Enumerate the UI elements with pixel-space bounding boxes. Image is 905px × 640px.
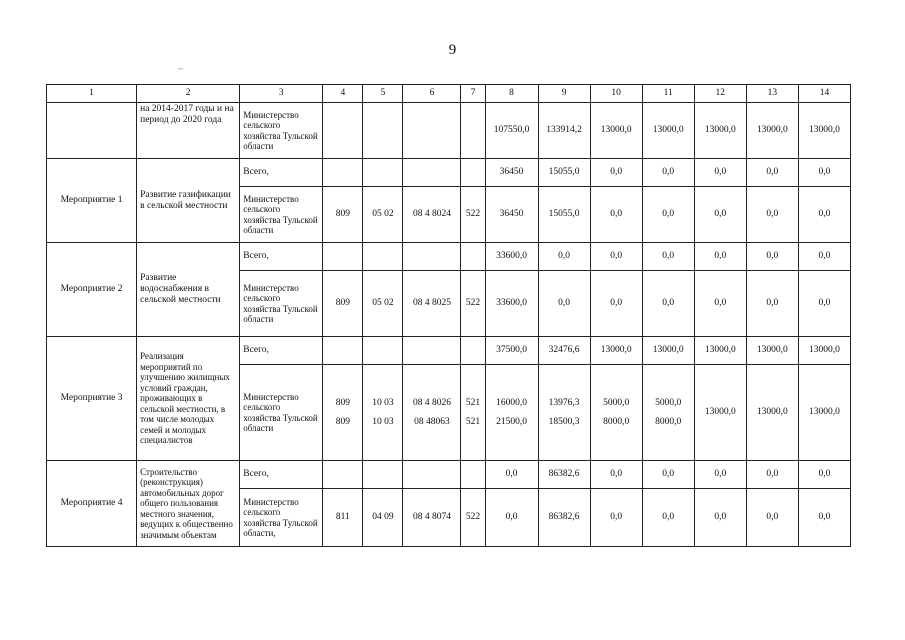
value-cell: 0,0: [746, 243, 798, 271]
value-cell: 13000,0: [798, 103, 850, 159]
value-cell: 0,0: [798, 159, 850, 187]
value-cell: 0,0: [694, 187, 746, 243]
header-cell: 7: [461, 85, 485, 103]
table-row-m3-total: [47, 337, 851, 365]
value-cell: 0,0: [694, 271, 746, 337]
value-cell: 0,0: [642, 461, 694, 489]
page-number: 9: [448, 42, 457, 58]
value-cell: 13000,0: [642, 103, 694, 159]
value-cell: 13000,0: [642, 337, 694, 365]
value-cell: 0,0: [485, 461, 538, 489]
table-cell-empty: [363, 337, 403, 365]
value-cell: [538, 365, 590, 461]
total-label: Всего,: [240, 159, 323, 187]
value-cell: 0,0: [746, 461, 798, 489]
table-cell-empty: [403, 337, 461, 365]
measure-name: Строительство (реконструкция) автомобильных дорог общего пользования местного значения, ведущих к общественно значимым объектам: [137, 461, 240, 547]
header-cell: 3: [240, 85, 323, 103]
value-cell: 0,0: [642, 187, 694, 243]
code-line: 08 48063: [414, 416, 450, 427]
table-row-m4-total: [47, 461, 851, 489]
header-cell: 9: [538, 85, 590, 103]
total-label: Всего,: [240, 243, 323, 271]
value-cell: 0,0: [538, 243, 590, 271]
table-cell-empty: [47, 103, 137, 159]
table-cell-empty: [461, 159, 485, 187]
value-cell: 0,0: [590, 159, 642, 187]
value-cell: [485, 365, 538, 461]
executor: Министерство сельского хозяйства Тульской области: [240, 271, 323, 337]
value-cell: 0,0: [590, 187, 642, 243]
value-cell: 0,0: [642, 271, 694, 337]
value-line: 16000,0: [496, 397, 527, 408]
value-cell: 13000,0: [746, 103, 798, 159]
table-cell-empty: [403, 103, 461, 159]
value-line: 18500,3: [548, 416, 580, 427]
value-cell: 0,0: [798, 489, 850, 547]
code-line: 10 03: [372, 397, 394, 408]
value-cell: 13000,0: [590, 103, 642, 159]
program-table: [46, 84, 851, 547]
table-cell-empty: [323, 461, 363, 489]
value-cell: 0,0: [642, 243, 694, 271]
value-line: 13976,3: [548, 397, 580, 408]
header-cell: 13: [746, 85, 798, 103]
value-cell: [590, 365, 642, 461]
pen-mark: ~: [178, 64, 183, 74]
code-cell: 05 02: [363, 271, 403, 337]
table-row-m2-total: [47, 243, 851, 271]
header-cell: 4: [323, 85, 363, 103]
value-cell: 0,0: [694, 159, 746, 187]
value-cell: 0,0: [642, 159, 694, 187]
value-cell: 13000,0: [746, 365, 798, 461]
value-cell: 0,0: [590, 489, 642, 547]
value-cell: 0,0: [694, 489, 746, 547]
header-cell: 8: [485, 85, 538, 103]
header-row: [47, 85, 851, 103]
executor: Министерство сельского хозяйства Тульской области,: [240, 489, 323, 547]
table-row-m1-total: [47, 159, 851, 187]
code-line: 10 03: [372, 416, 394, 427]
code-cell: [363, 365, 403, 461]
header-cell: 12: [694, 85, 746, 103]
value-cell: 0,0: [746, 159, 798, 187]
code-line: 521: [465, 397, 481, 408]
table-cell-empty: [323, 243, 363, 271]
measure-name: Развитие водоснабжения в сельской местности: [137, 243, 240, 337]
table-row-continuation: [47, 103, 851, 159]
code-cell: [461, 365, 485, 461]
table-cell-empty: [403, 243, 461, 271]
table-cell-empty: [363, 461, 403, 489]
code-line: 809: [335, 397, 350, 408]
value-cell: 36450: [485, 159, 538, 187]
code-cell: 05 02: [363, 187, 403, 243]
value-cell: 0,0: [746, 187, 798, 243]
table-cell-empty: [323, 159, 363, 187]
table-cell-empty: [461, 461, 485, 489]
value-cell: 0,0: [746, 489, 798, 547]
code-cell: 811: [323, 489, 363, 547]
code-cell: 08 4 8074: [403, 489, 461, 547]
value-line: 5000,0: [655, 397, 682, 408]
value-line: 5000,0: [603, 397, 630, 408]
value-cell: 33600,0: [485, 271, 538, 337]
value-cell: 32476,6: [538, 337, 590, 365]
value-cell: 13000,0: [694, 337, 746, 365]
measure-name: Развитие газификации в сельской местности: [137, 159, 240, 243]
executor: Министерство сельского хозяйства Тульской области: [240, 187, 323, 243]
code-cell: [323, 365, 363, 461]
header-cell: 1: [47, 85, 137, 103]
table-cell-empty: [461, 103, 485, 159]
value-cell: 0,0: [694, 243, 746, 271]
header-cell: 11: [642, 85, 694, 103]
total-label: Всего,: [240, 461, 323, 489]
measure-label: Мероприятие 1: [47, 159, 137, 243]
table-cell-empty: [323, 103, 363, 159]
value-cell: 0,0: [590, 243, 642, 271]
code-line: 08 4 8026: [412, 397, 451, 408]
value-cell: 13000,0: [694, 103, 746, 159]
header-cell: 14: [798, 85, 850, 103]
value-line: 8000,0: [655, 416, 682, 427]
value-cell: 15055,0: [538, 159, 590, 187]
code-cell: 809: [323, 271, 363, 337]
header-cell: 2: [137, 85, 240, 103]
value-cell: 15055,0: [538, 187, 590, 243]
code-cell: 522: [461, 489, 485, 547]
value-line: 8000,0: [603, 416, 630, 427]
value-cell: 0,0: [538, 271, 590, 337]
value-cell: [642, 365, 694, 461]
value-cell: 13000,0: [746, 337, 798, 365]
table-cell-empty: [363, 243, 403, 271]
code-cell: 522: [461, 187, 485, 243]
value-cell: 36450: [485, 187, 538, 243]
code-line: 521: [465, 416, 481, 427]
table-cell-empty: [363, 103, 403, 159]
measure-label: Мероприятие 3: [47, 337, 137, 461]
executor: Министерство сельского хозяйства Тульской области: [240, 365, 323, 461]
value-cell: 0,0: [590, 461, 642, 489]
value-line: 21500,0: [496, 416, 527, 427]
table-cell-empty: [323, 337, 363, 365]
measure-name: на 2014-2017 годы и на период до 2020 года: [137, 103, 240, 159]
value-cell: 86382,6: [538, 461, 590, 489]
table-cell-empty: [403, 461, 461, 489]
value-cell: 0,0: [798, 187, 850, 243]
value-cell: 0,0: [798, 271, 850, 337]
header-cell: 6: [403, 85, 461, 103]
table-cell-empty: [461, 337, 485, 365]
value-cell: 0,0: [746, 271, 798, 337]
value-cell: 0,0: [590, 271, 642, 337]
header-cell: 10: [590, 85, 642, 103]
value-cell: 13000,0: [694, 365, 746, 461]
value-cell: 133914,2: [538, 103, 590, 159]
value-cell: 37500,0: [485, 337, 538, 365]
value-cell: 107550,0: [485, 103, 538, 159]
measure-name: Реализация мероприятий по улучшению жилищных условий граждан, проживающих в сельской местности, в том числе молодых семей и молодых специалистов: [137, 337, 240, 461]
table-cell-empty: [403, 159, 461, 187]
value-cell: 0,0: [798, 461, 850, 489]
value-cell: 13000,0: [798, 337, 850, 365]
value-cell: 33600,0: [485, 243, 538, 271]
header-cell: 5: [363, 85, 403, 103]
table-cell-empty: [363, 159, 403, 187]
code-cell: 522: [461, 271, 485, 337]
value-cell: 0,0: [798, 243, 850, 271]
code-cell: 809: [323, 187, 363, 243]
code-cell: 04 09: [363, 489, 403, 547]
value-cell: 13000,0: [590, 337, 642, 365]
total-label: Всего,: [240, 337, 323, 365]
value-cell: 86382,6: [538, 489, 590, 547]
code-cell: [403, 365, 461, 461]
measure-label: Мероприятие 4: [47, 461, 137, 547]
code-cell: 08 4 8025: [403, 271, 461, 337]
executor: Министерство сельского хозяйства Тульской области: [240, 103, 323, 159]
value-cell: 0,0: [485, 489, 538, 547]
code-cell: 08 4 8024: [403, 187, 461, 243]
value-cell: 13000,0: [798, 365, 850, 461]
value-cell: 0,0: [694, 461, 746, 489]
table-cell-empty: [461, 243, 485, 271]
value-cell: 0,0: [642, 489, 694, 547]
code-line: 809: [335, 416, 350, 427]
measure-label: Мероприятие 2: [47, 243, 137, 337]
